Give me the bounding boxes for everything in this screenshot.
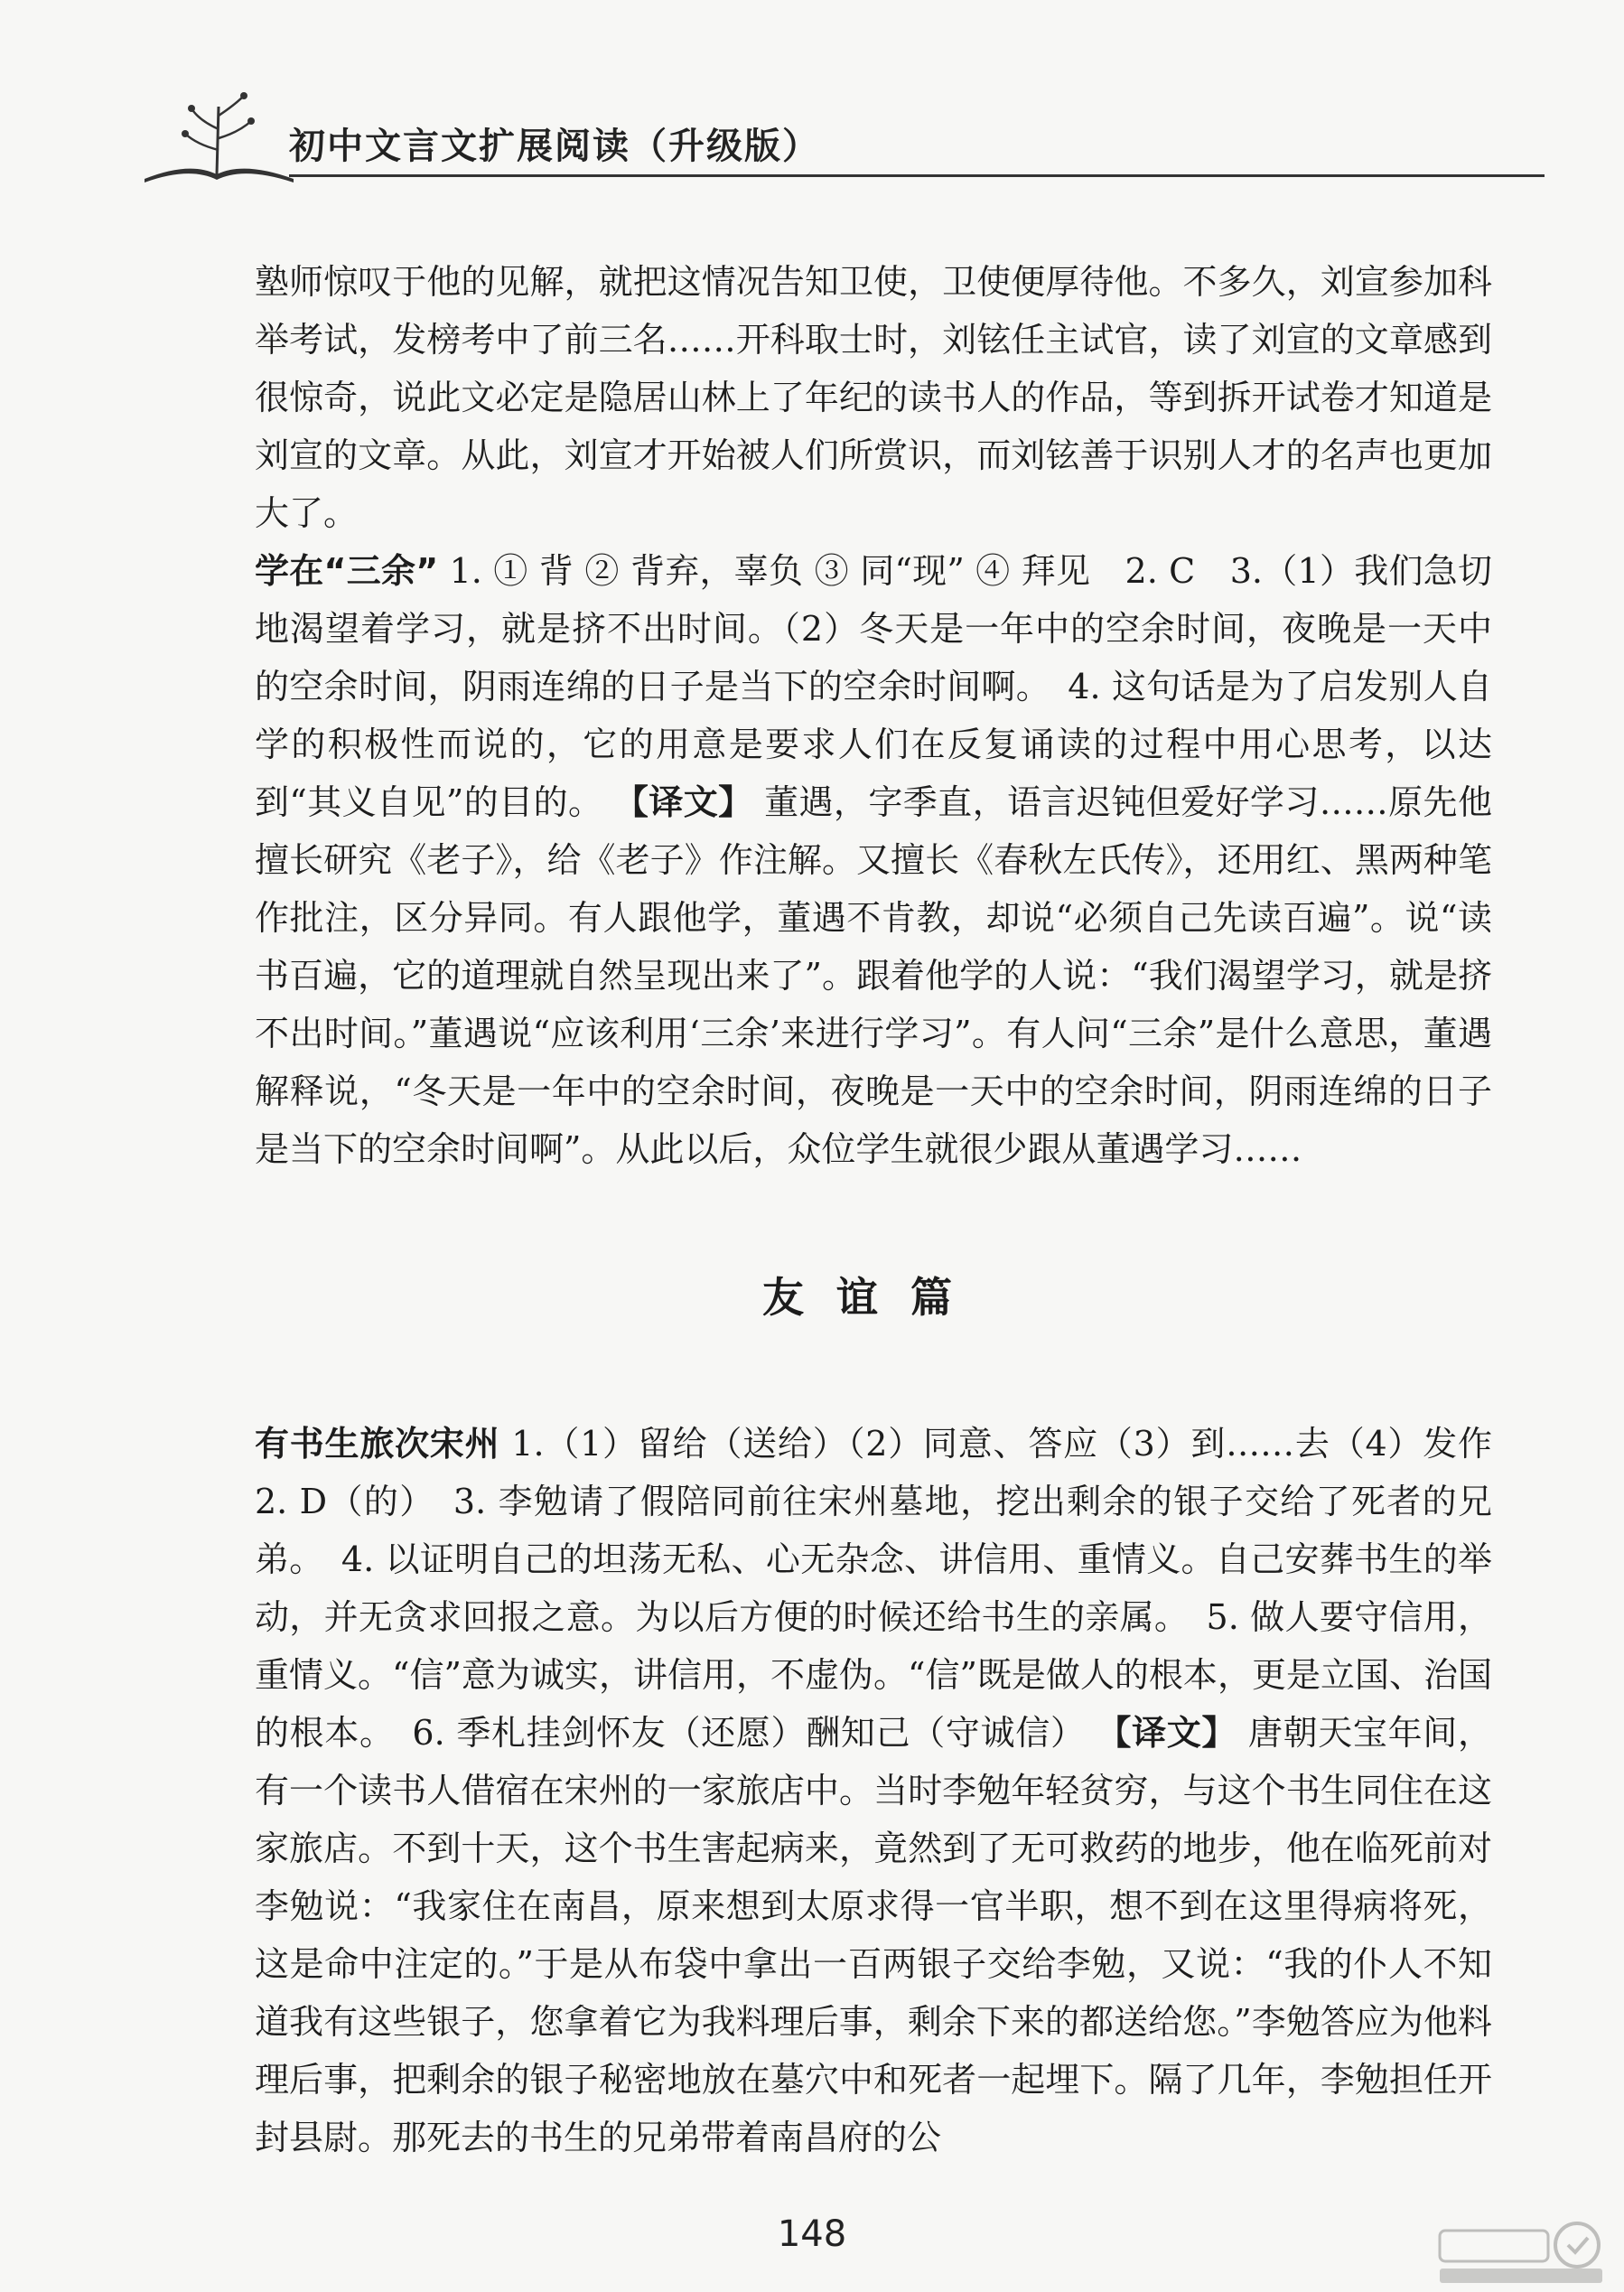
watermark-logo-icon — [1433, 2218, 1604, 2288]
header-rule — [289, 174, 1545, 177]
header-title: 初中文言文扩展阅读（升级版） — [289, 126, 820, 167]
translation-text: 唐朝天宝年间，有一个读书人借宿在宋州的一家旅店中。当时李勉年轻贫穷，与这个书生同住在这家旅店。不到十天，这个书生害起病来，竟然到了无可救药的地步，他在临死前对李勉说：“我家住在南昌，原来想到太原求得一官半职，想不到在这里得病将死，这是命中注定的。”于是从布袋中拿出一百两银子交给李勉，又说：“我的仆人不知道我有这些银子，您拿着它为我料理后事，剩余下来的都送给您。”李勉答应为他料理后事，把剩余的银子秘密地放在墓穴中和死者一起埋下。隔了几年，李勉担任开封县尉。那死去的书生的兄弟带着南昌府的公 — [255, 1713, 1492, 2157]
answer-block-xue-zai-san-yu — [255, 542, 1492, 1178]
paragraph-text: 塾师惊叹于他的见解，就把这情况告知卫使，卫使便厚待他。不多久，刘宣参加科举考试，发榜考中了前三名……开科取士时，刘铉任主试官，读了刘宣的文章感到很惊奇，说此文必定是隐居山林上了年纪的读书人的作品，等到拆开试卷才知道是刘宣的文章。从此，刘宣才开始被人们所赏识，而刘铉善于识别人才的名声也更加大了。 — [255, 262, 1492, 533]
answer-block-shu-sheng — [255, 1415, 1526, 2166]
paragraph-continuation — [255, 253, 1492, 542]
answer-text: 1. ① 背 ② 背弃，辜负 ③ 同“现” ④ 拜见 2. C 3.（1）我们急切地渴望着学习，就是挤不出时间。（2）冬天是一年中的空余时间，夜晚是一天中的空余时间，阴雨连绵的日子是当下的空余时间啊。 4. 这句话是为了启发别人自学的积极性而说的，它的用意是要求人们在反复诵读的过程中用心思考，以达到“其义自见”的目的。 — [255, 551, 1492, 822]
book-tree-logo-icon — [135, 89, 298, 188]
question-label: 学在“三余” — [255, 551, 439, 591]
section-title: 友谊篇 — [762, 1273, 985, 1322]
running-header — [135, 80, 1545, 188]
page-number: 148 — [777, 2213, 847, 2255]
question-label: 有书生旅次宋州 — [255, 1424, 500, 1464]
answer-text: 1.（1）留给（送给）（2）同意、答应（3）到……去（4）发作 2. D（的） 3. 李勉请了假陪同前往宋州墓地，挖出剩余的银子交给了死者的兄弟。 4. 以证明自己的坦荡无私、心无杂念、讲信用、重情义。自己安葬书生的举动，并无贪求回报之意。为以后方便的时候还给书生的亲属。 5. 做人要守信用，重情义。“信”意为诚实，讲信用，不虚伪。“信”既是做人的根本，更是立国、治国的根本。 6. 季札挂剑怀友（还愿）酬知己（守诚信） — [255, 1424, 1526, 1753]
translation-marker: 【译文】 — [1097, 1712, 1237, 1753]
page-content — [255, 253, 1526, 2166]
translation-marker: 【译文】 — [613, 781, 753, 822]
translation-text: 董遇，字季直，语言迟钝但爱好学习……原先他擅长研究《老子》，给《老子》作注解。又擅长《春秋左氏传》，还用红、黑两种笔作批注，区分异同。有人跟他学，董遇不肯教，却说“必须自己先读百遍”。说“读书百遍，它的道理就自然呈现出来了”。跟着他学的人说：“我们渴望学习，就是挤不出时间。”董遇说“应该利用‘三余’来进行学习”。有人问“三余”是什么意思，董遇解释说，“冬天是一年中的空余时间，夜晚是一天中的空余时间，阴雨连绵的日子是当下的空余时间啊”。从此以后，众位学生就很少跟从董遇学习…… — [255, 782, 1492, 1169]
